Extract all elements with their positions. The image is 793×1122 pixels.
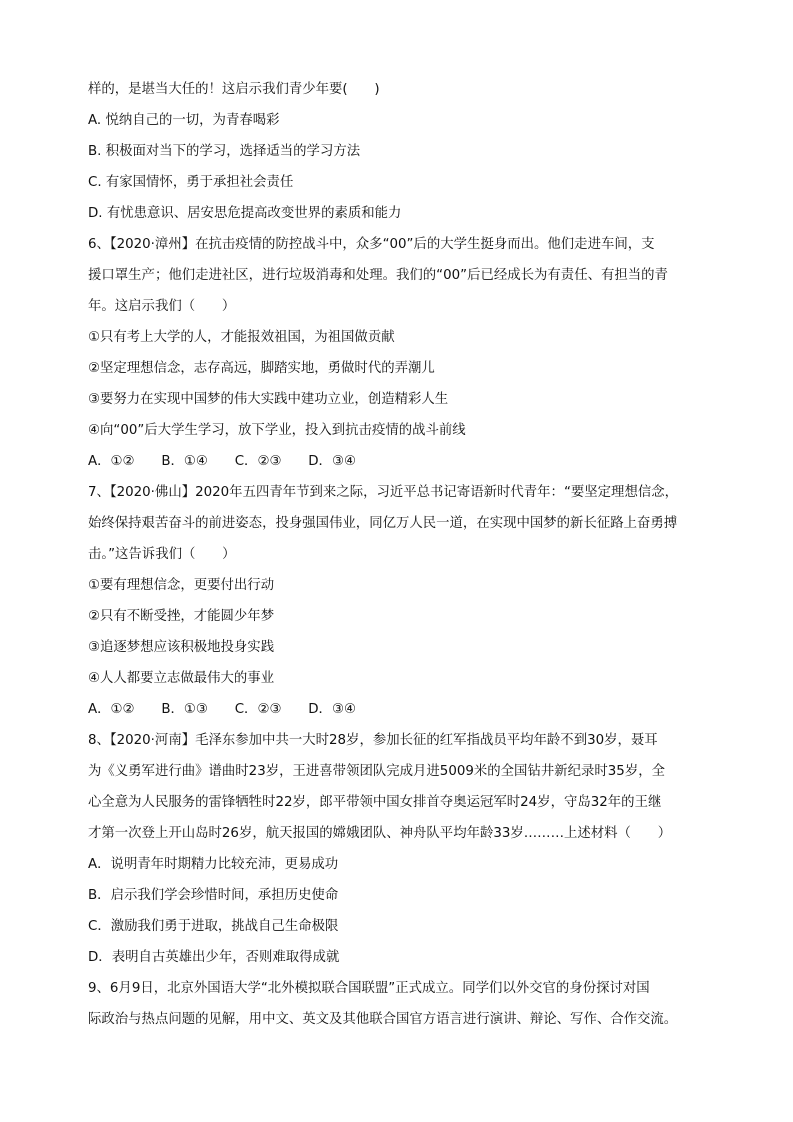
statement-4: ④人人都要立志做最伟大的事业 [88,671,275,686]
option-b: B. 积极面对当下的学习，选择适当的学习方法 [88,144,361,159]
option-d: D．表明自古英雄出少年，否则难取得成就 [88,950,340,965]
question-6-text: 援口罩生产；他们走进社区，进行垃圾消毒和处理。我们的“00”后已经成长为有责任、有担当的青 [88,268,668,283]
statement-2: ②坚定理想信念，志存高远，脚踏实地，勇做时代的弄潮儿 [88,361,435,376]
question-7-text: 7、【2020·佛山】2020年五四青年节到来之际，习近平总书记寄语新时代青年：“要坚定理想信念， [88,485,679,500]
question-8-text: 8、【2020·河南】毛泽东参加中共一大时28岁，参加长征的红军指战员平均年龄不到30岁，聂耳 [88,733,658,748]
option-c: C. 有家国情怀，勇于承担社会责任 [88,175,294,190]
question-8-text: 心全意为人民服务的雷锋牺牲时22岁，郎平带领中国女排首夺奥运冠军时24岁，守岛32年的王继 [88,795,662,810]
question-9-text: 9、6月9日，北京外国语大学“北外模拟联合国联盟”正式成立。同学们以外交官的身份探讨对国 [88,981,650,996]
statement-2: ②只有不断受挫，才能圆少年梦 [88,609,275,624]
option-a: A．说明青年时期精力比较充沛，更易成功 [88,857,339,872]
option-a: A. 悦纳自己的一切，为青春喝彩 [88,113,280,128]
option-d: D. 有忧患意识、居安思危提高改变世界的素质和能力 [88,206,402,221]
option-c: C．激励我们勇于进取，挑战自己生命极限 [88,919,339,934]
text-line: 样的，是堪当大任的！这启示我们青少年要( ) [88,82,380,97]
question-6-text: 年。这启示我们（ ） [88,299,236,314]
statement-1: ①只有考上大学的人，才能报效祖国，为祖国做贡献 [88,330,395,345]
question-7-text: 始终保持艰苦奋斗的前进姿态，投身强国伟业，同亿万人民一道，在实现中国梦的新长征路上奋勇搏 [88,516,678,531]
question-8-text: 为《义勇军进行曲》谱曲时23岁，王进喜带领团队完成月进5009米的全国钻井新纪录时35岁，全 [88,764,665,779]
statement-1: ①要有理想信念，更要付出行动 [88,578,275,593]
question-9-text: 际政治与热点问题的见解，用中文、英文及其他联合国官方语言进行演讲、辩论、写作、合作交流。 [88,1012,678,1027]
statement-3: ③要努力在实现中国梦的伟大实践中建功立业，创造精彩人生 [88,392,449,407]
question-6-text: 6、【2020·漳州】在抗击疫情的防控战斗中，众多“00”后的大学生挺身而出。他们走进车间，支 [88,237,655,252]
answer-options: A．①② B．①③ C．②③ D．③④ [88,702,356,717]
question-7-text: 击。”这告诉我们（ ） [88,547,236,562]
statement-3: ③追逐梦想应该积极地投身实践 [88,640,275,655]
option-b: B．启示我们学会珍惜时间，承担历史使命 [88,888,339,903]
answer-options: A．①② B．①④ C．②③ D．③④ [88,454,356,469]
statement-4: ④向“00”后大学生学习，放下学业，投入到抗击疫情的战斗前线 [88,423,466,438]
question-8-text: 才第一次登上开山岛时26岁，航天报国的嫦娥团队、神舟队平均年龄33岁………上述材料（ ） [88,826,672,841]
